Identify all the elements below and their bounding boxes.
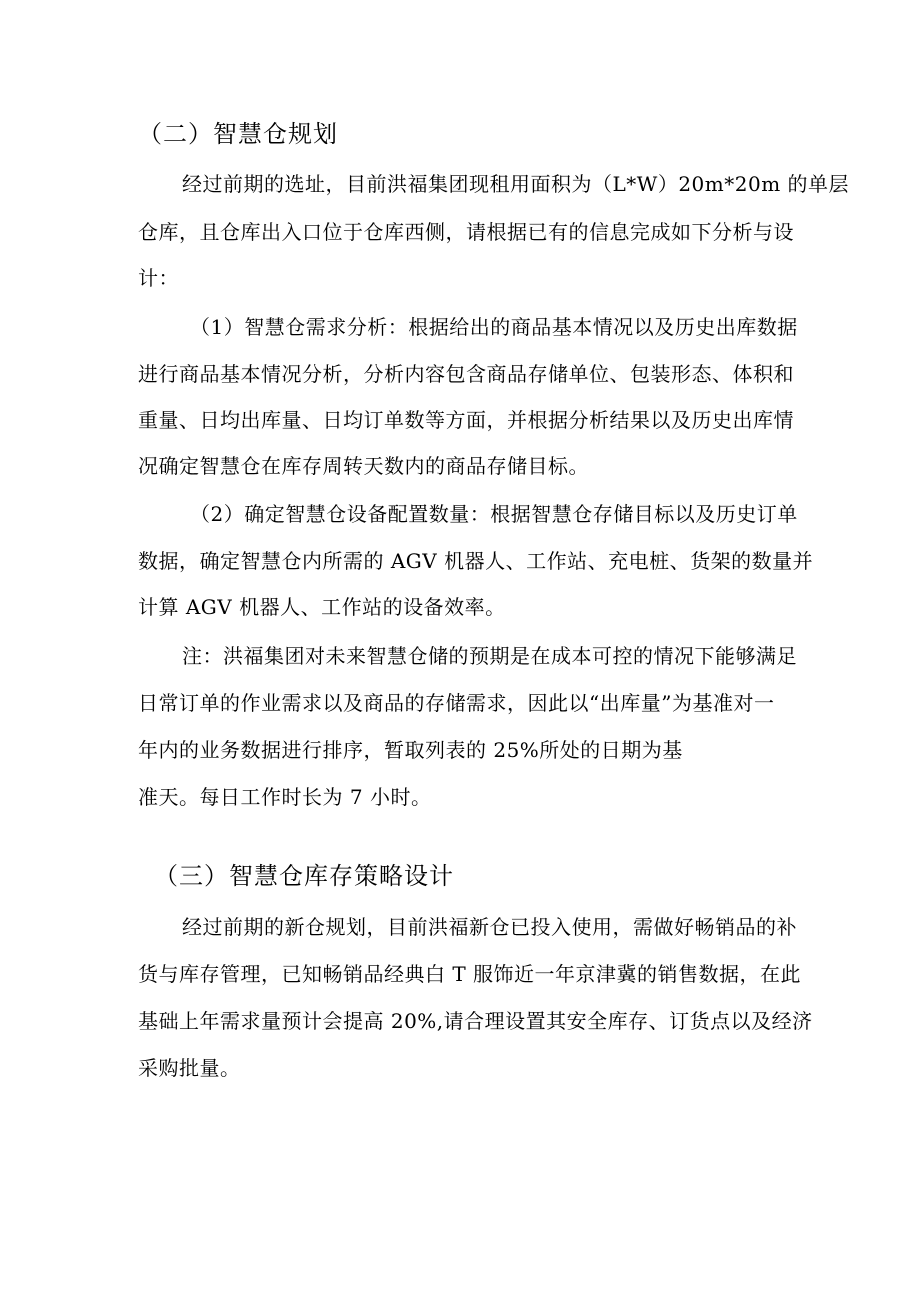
section-2-intro-line-2: 仓库，且仓库出入口位于仓库西侧，请根据已有的信息完成如下分析与设 [138, 220, 794, 244]
item-1-line-4: 况确定智慧仓在库存周转天数内的商品存储目标。 [138, 454, 589, 478]
item-2-line-1: （2）确定智慧仓设备配置数量：根据智慧仓存储目标以及历史订单 [190, 502, 798, 526]
note-line-3: 年内的业务数据进行排序，暂取列表的 25%所处的日期为基 [138, 738, 683, 762]
item-1-line-3: 重量、日均出库量、日均订单数等方面，并根据分析结果以及历史出库情 [138, 408, 794, 432]
note-line-1: 注：洪福集团对未来智慧仓储的预期是在成本可控的情况下能够满足 [182, 644, 797, 668]
item-1-line-2: 进行商品基本情况分析，分析内容包含商品存储单位、包装形态、体积和 [138, 362, 794, 386]
note-line-2: 日常订单的作业需求以及商品的存储需求，因此以“出库量”为基准对一 [138, 691, 775, 715]
section-3-heading: （三）智慧仓库存策略设计 [154, 862, 454, 890]
item-2-line-3: 计算 AGV 机器人、工作站的设备效率。 [138, 595, 506, 619]
item-2-line-2: 数据，确定智慧仓内所需的 AGV 机器人、工作站、充电桩、货架的数量并 [138, 549, 814, 573]
section-3-body-line-3: 基础上年需求量预计会提高 20%,请合理设置其安全库存、订货点以及经济 [138, 1009, 813, 1033]
section-2-intro-line-1: 经过前期的选址，目前洪福集团现租用面积为（L*W）20m*20m 的单层 [182, 172, 850, 196]
item-1-line-1: （1）智慧仓需求分析：根据给出的商品基本情况以及历史出库数据 [190, 315, 798, 339]
section-3-body-line-4: 采购批量。 [138, 1056, 241, 1080]
section-3-body-line-1: 经过前期的新仓规划，目前洪福新仓已投入使用，需做好畅销品的补 [182, 915, 797, 939]
note-line-4: 准天。每日工作时长为 7 小时。 [138, 785, 432, 809]
section-2-intro-line-3: 计： [138, 266, 179, 290]
section-2-heading: （二）智慧仓规划 [138, 120, 338, 148]
section-3-body-line-2: 货与库存管理，已知畅销品经典白 T 服饰近一年京津冀的销售数据，在此 [138, 962, 802, 986]
